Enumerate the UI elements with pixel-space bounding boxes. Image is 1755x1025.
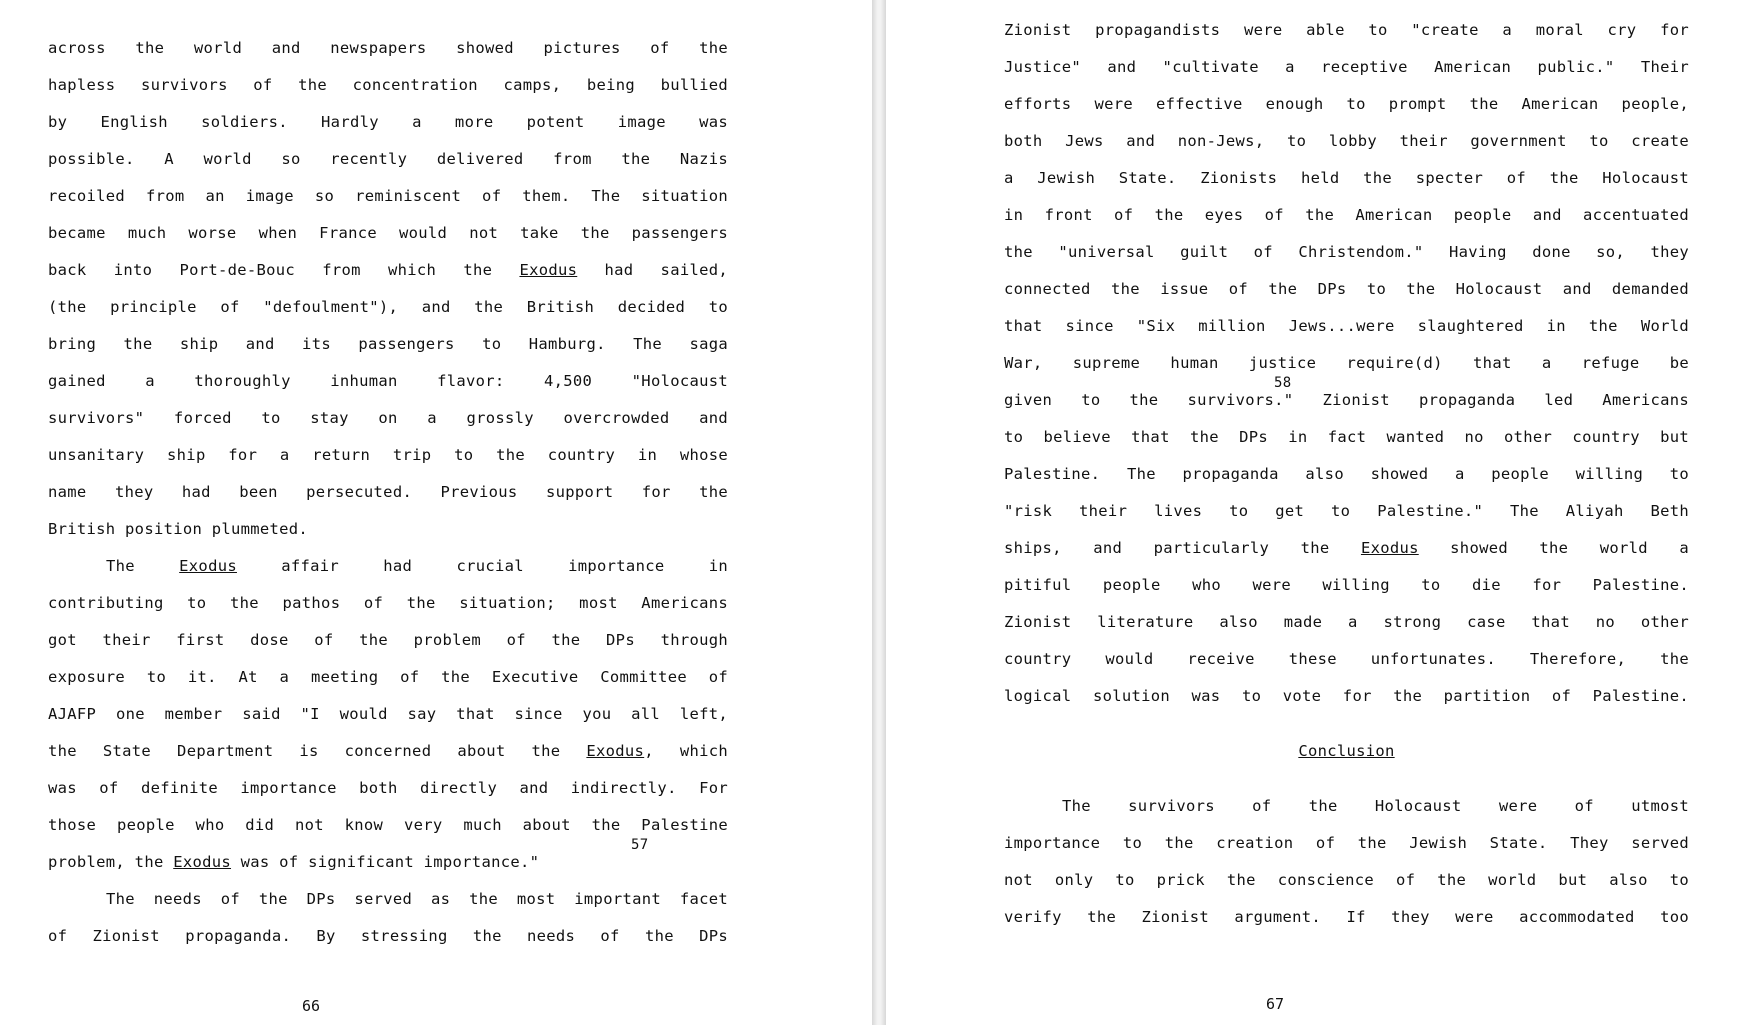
text-line: of Zionist propaganda. By stressing the needs of the DPs: [48, 927, 728, 945]
text-line: possible. A world so recently delivered from the Nazis: [48, 150, 728, 168]
text-line: by English soldiers. Hardly a more potent image was: [48, 113, 728, 131]
text-line: across the world and newspapers showed pictures of the: [48, 39, 728, 57]
text-line: survivors" forced to stay on a grossly overcrowded and: [48, 409, 728, 427]
page-number: 66: [302, 997, 321, 1015]
exodus-title: Exodus: [179, 557, 237, 575]
left-page: [0, 0, 872, 1025]
text-line: that since "Six million Jews...were slaughtered in the World: [1004, 317, 1689, 335]
text-line: Zionist literature also made a strong case that no other: [1004, 613, 1689, 631]
text-line: was of definite importance both directly and indirectly. For: [48, 779, 728, 797]
text-line: exposure to it. At a meeting of the Executive Committee of: [48, 668, 728, 686]
text-line: AJAFP one member said "I would say that since you all left,: [48, 705, 728, 723]
footnote-marker: 58: [1274, 375, 1292, 391]
footnote-marker: 57: [631, 837, 649, 853]
text-line: given to the survivors." Zionist propaganda led Americans 58: [1004, 375, 1689, 409]
text-line: both Jews and non-Jews, to lobby their government to create: [1004, 132, 1689, 150]
text-line: logical solution was to vote for the partition of Palestine.: [1004, 687, 1689, 705]
text-line: the State Department is concerned about the Exodus, which: [48, 742, 728, 760]
text-line: hapless survivors of the concentration camps, being bullied: [48, 76, 728, 94]
text-line: got their first dose of the problem of the DPs through: [48, 631, 728, 649]
exodus-title: Exodus: [586, 742, 645, 760]
text-line: pitiful people who were willing to die for Palestine.: [1004, 576, 1689, 594]
left-page-text: [48, 30, 728, 955]
text-line: The Exodus affair had crucial importance in: [106, 557, 728, 575]
text-line: those people who did not know very much about the Palestine: [48, 816, 728, 834]
text-line: The survivors of the Holocaust were of utmost: [1062, 797, 1689, 815]
text-line: not only to prick the conscience of the world but also to: [1004, 871, 1689, 889]
text-line: British position plummeted.: [48, 520, 309, 538]
text-line: connected the issue of the DPs to the Holocaust and demanded: [1004, 280, 1689, 298]
text-line: Justice" and "cultivate a receptive American public." Their: [1004, 58, 1689, 76]
page-number: 67: [1266, 995, 1285, 1013]
text-line: problem, the Exodus was of significant importance." 57: [48, 837, 649, 871]
text-line: (the principle of "defoulment"), and the British decided to: [48, 298, 728, 316]
text-line: to believe that the DPs in fact wanted no other country but: [1004, 428, 1689, 446]
text-line: ships, and particularly the Exodus showed the world a: [1004, 539, 1689, 557]
text-line: The needs of the DPs served as the most important facet: [106, 890, 728, 908]
text-line: efforts were effective enough to prompt the American people,: [1004, 95, 1689, 113]
text-line: Palestine. The propaganda also showed a people willing to: [1004, 465, 1689, 483]
text-line: back into Port-de-Bouc from which the Exodus had sailed,: [48, 261, 728, 279]
page-gutter: [872, 0, 886, 1025]
text-line: became much worse when France would not take the passengers: [48, 224, 728, 242]
text-line: verify the Zionist argument. If they were accommodated too: [1004, 908, 1689, 926]
text-line: country would receive these unfortunates. Therefore, the: [1004, 650, 1689, 668]
right-page-text: [1004, 12, 1689, 936]
text-line: a Jewish State. Zionists held the specter of the Holocaust: [1004, 169, 1689, 187]
section-heading: Conclusion: [1298, 742, 1395, 760]
text-line: "risk their lives to get to Palestine." The Aliyah Beth: [1004, 502, 1689, 520]
text-line: bring the ship and its passengers to Hamburg. The saga: [48, 335, 728, 353]
text-line: name they had been persecuted. Previous support for the: [48, 483, 728, 501]
text-line: in front of the eyes of the American people and accentuated: [1004, 206, 1689, 224]
text-line: unsanitary ship for a return trip to the country in whose: [48, 446, 728, 464]
exodus-title: Exodus: [173, 853, 232, 871]
text-line: contributing to the pathos of the situation; most Americans: [48, 594, 728, 612]
text-line: gained a thoroughly inhuman flavor: 4,500 "Holocaust: [48, 372, 728, 390]
text-line: Zionist propagandists were able to "create a moral cry for: [1004, 21, 1689, 39]
right-page: [886, 0, 1755, 1025]
text-line: importance to the creation of the Jewish State. They served: [1004, 834, 1689, 852]
exodus-title: Exodus: [519, 261, 578, 279]
text-line: War, supreme human justice require(d) that a refuge be: [1004, 354, 1689, 372]
text-line: recoiled from an image so reminiscent of them. The situation: [48, 187, 728, 205]
exodus-title: Exodus: [1360, 539, 1419, 557]
text-line: the "universal guilt of Christendom." Having done so, they: [1004, 243, 1689, 261]
